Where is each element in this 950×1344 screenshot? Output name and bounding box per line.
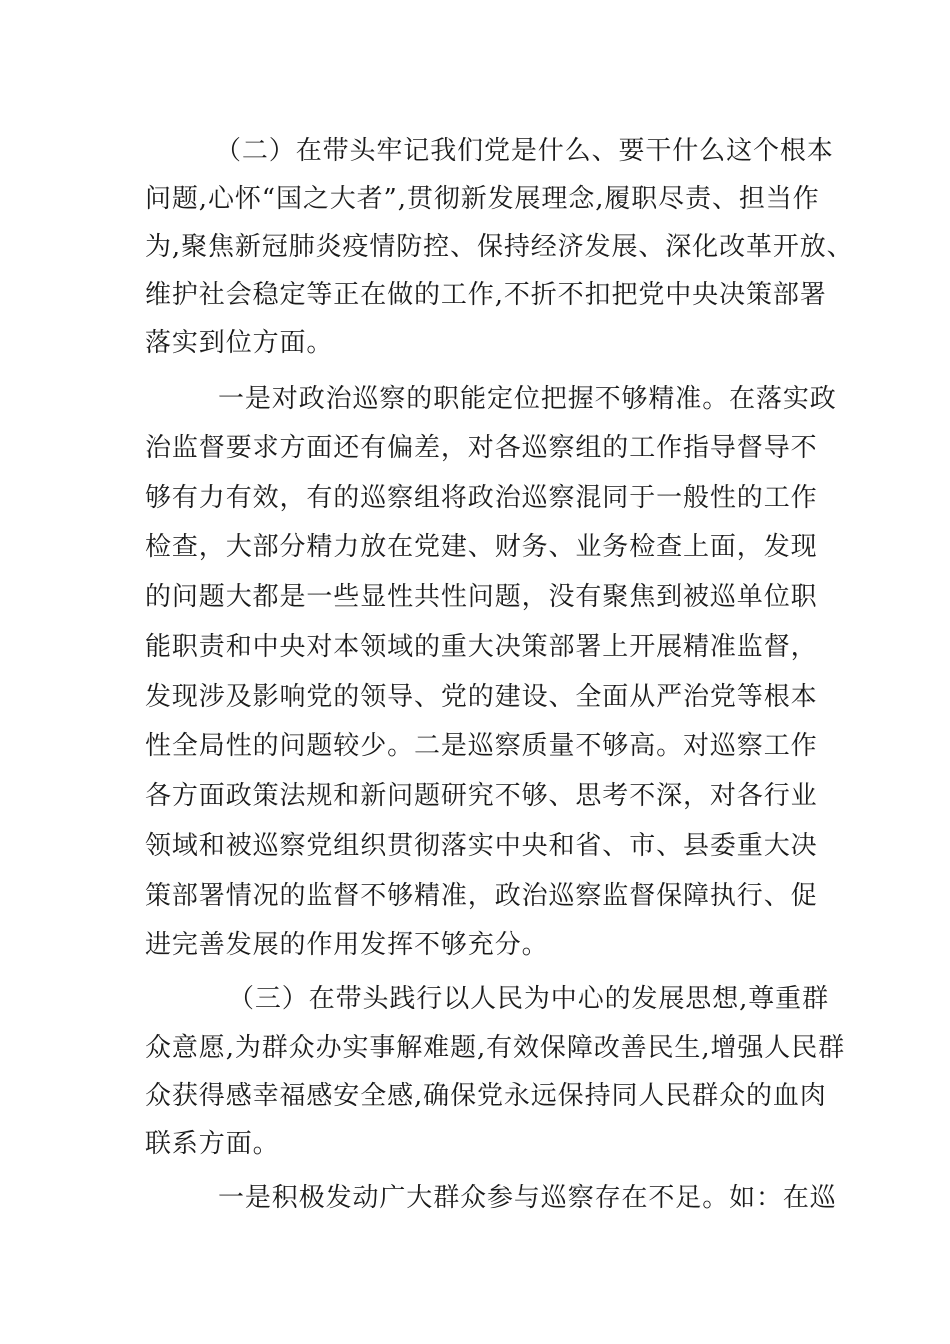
text-line: 一是积极发动广大群众参与巡察存在不足。如：在巡 bbox=[218, 1183, 837, 1213]
text-line: 够有力有效，有的巡察组将政治巡察混同于一般性的工作 bbox=[145, 483, 818, 513]
text-line: 一是对政治巡察的职能定位把握不够精准。在落实政 bbox=[218, 384, 837, 414]
text-line: 能职责和中央对本领域的重大决策部署上开展精准监督， bbox=[145, 632, 818, 662]
text-line: 进完善发展的作用发挥不够充分。 bbox=[145, 930, 549, 960]
text-line: 各方面政策法规和新问题研究不够、思考不深，对各行业 bbox=[145, 781, 818, 811]
text-line: （二）在带头牢记我们党是什么、要干什么这个根本 bbox=[215, 136, 834, 166]
text-line: 落实到位方面。 bbox=[145, 328, 334, 358]
text-line: 众意愿,为群众办实事解难题,有效保障改善民生,增强人民群 bbox=[145, 1033, 845, 1063]
text-line: 为,聚焦新冠肺炎疫情防控、保持经济发展、深化改革开放、 bbox=[145, 232, 854, 262]
text-line: 治监督要求方面还有偏差，对各巡察组的工作指导督导不 bbox=[145, 433, 818, 463]
text-line: 领域和被巡察党组织贯彻落实中央和省、市、县委重大决 bbox=[145, 831, 818, 861]
text-line: 发现涉及影响党的领导、党的建设、全面从严治党等根本 bbox=[145, 682, 818, 712]
text-line: 问题,心怀“国之大者”,贯彻新发展理念,履职尽责、担当作 bbox=[145, 184, 820, 214]
text-line: （三）在带头践行以人民为中心的发展思想,尊重群 bbox=[228, 984, 829, 1014]
text-line: 联系方面。 bbox=[145, 1129, 280, 1159]
text-line: 性全局性的问题较少。二是巡察质量不够高。对巡察工作 bbox=[145, 731, 818, 761]
text-line: 众获得感幸福感安全感,确保党永远保持同人民群众的血肉 bbox=[145, 1081, 827, 1111]
text-line: 检查，大部分精力放在党建、财务、业务检查上面，发现 bbox=[145, 532, 818, 562]
text-line: 维护社会稳定等正在做的工作,不折不扣把党中央决策部署 bbox=[145, 280, 827, 310]
text-line: 策部署情况的监督不够精准，政治巡察监督保障执行、促 bbox=[145, 881, 818, 911]
text-line: 的问题大都是一些显性共性问题，没有聚焦到被巡单位职 bbox=[145, 582, 818, 612]
